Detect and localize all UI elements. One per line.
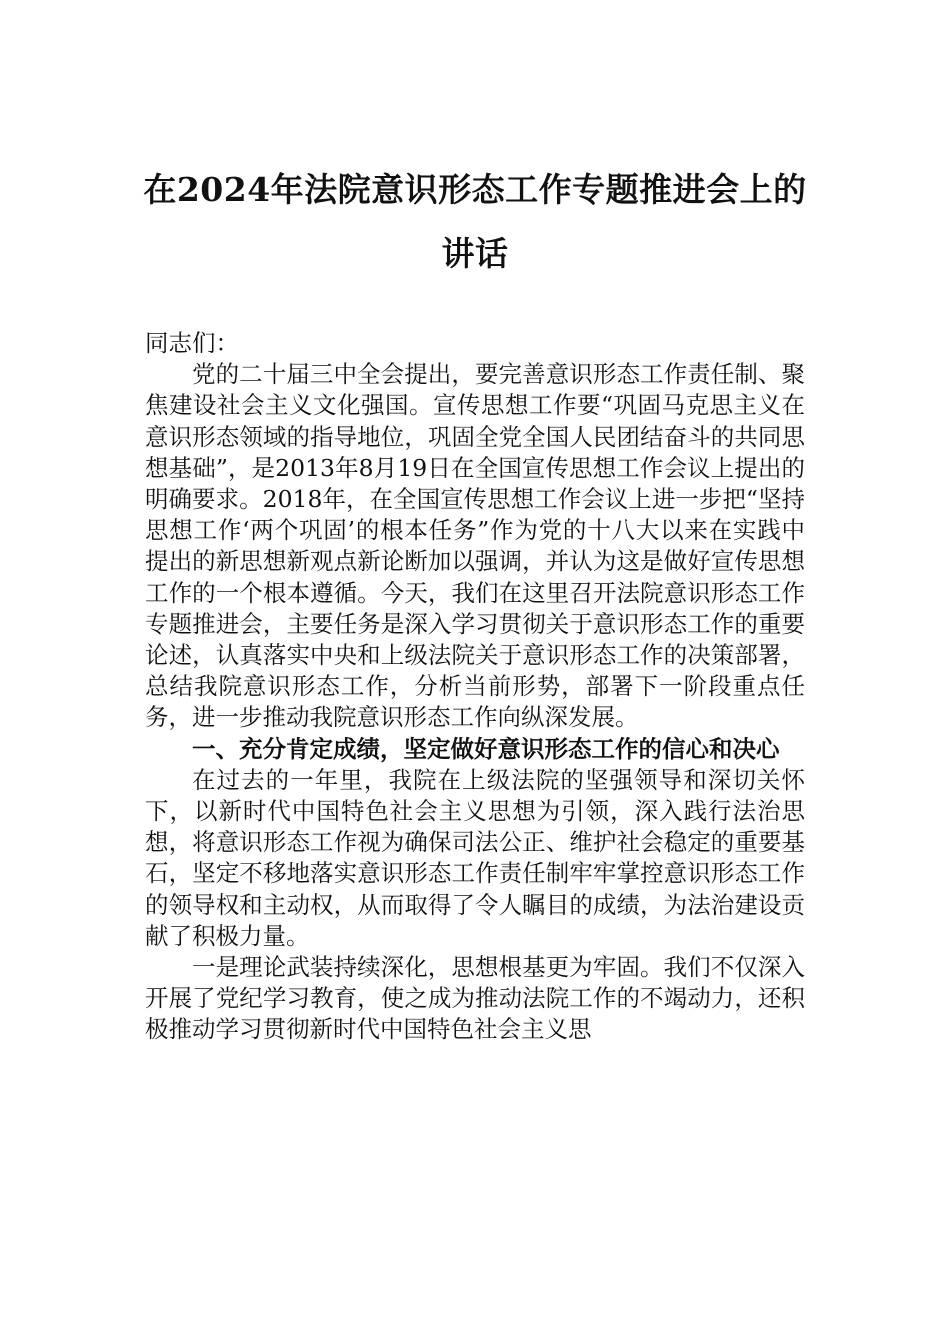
paragraph-achievements: 在过去的一年里，我院在上级法院的坚强领导和深切关怀下，以新时代中国特色社会主义思想为引领，深入践行法治思想，将意识形态工作视为确保司法公正、维护社会稳定的重要基石，坚定不移地落实意识形态工作责任制牢牢掌控意识形态工作的领导权和主动权，从而取得了令人瞩目的成绩，为法治建设贡献了积极力量。 [145, 765, 805, 950]
section-heading-1: 一、充分肯定成绩，坚定做好意识形态工作的信心和决心 [192, 734, 780, 763]
document-body [145, 328, 805, 1046]
document-title: 在2024年法院意识形态工作专题推进会上的讲话 [143, 170, 807, 273]
paragraph-theory: 一是理论武装持续深化，思想根基更为牢固。我们不仅深入开展了党纪学习教育，使之成为推动法院工作的不竭动力，还积极推动学习贯彻新时代中国特色社会主义思 [145, 953, 805, 1044]
paragraph-intro: 党的二十届三中全会提出，要完善意识形态工作责任制、聚焦建设社会主义文化强国。宣传思想工作要“巩固马克思主义在意识形态领域的指导地位，巩固全党全国人民团结奋斗的共同思想基础”，是2013年8月19日在全国宣传思想工作会议上提出的明确要求。2018年，在全国宣传思想工作会议上进一步把“坚持思想工作‘两个巩固’的根本任务”作为党的十八大以来在实践中提出的新思想新观点新论断加以强调，并认为这是做好宣传思想工作的一个根本遵循。今天，我们在这里召开法院意识形态工作专题推进会，主要任务是深入学习贯彻关于意识形态工作的重要论述，认真落实中央和上级法院关于意识形态工作的决策部署，总结我院意识形态工作，分析当前形势，部署下一阶段重点任务，进一步推动我院意识形态工作向纵深发展。 [145, 360, 805, 732]
salutation: 同志们： [145, 329, 239, 357]
